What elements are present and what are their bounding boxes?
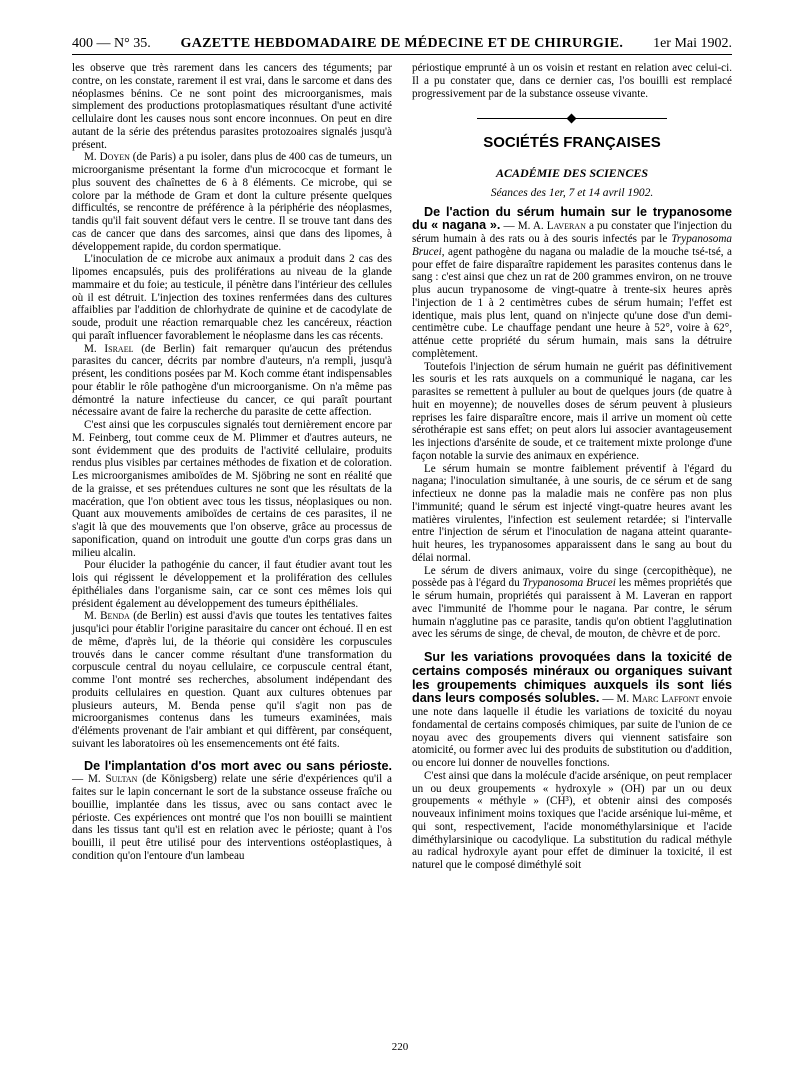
paragraph-text: (de Berlin) fait remarquer qu'aucun des prétendus parasites du cancer, décrits par nombre d'auteurs, n'a rempli, jusqu'à présent, les conditions posées par M. Koch comme étant indispensables pour établir le rôle pathogène d'un microorganisme. On n'a même pas démontré la nature infectieuse du cancer, ce qui paraît pourtant nécessaire avant de faire la recherche du parasite de cette affection. — [72, 342, 392, 419]
paragraph-text: envoie une note dans laquelle il étudie les variations de toxicité du noyau fondamental de certains composés chimiques, par suite de l'union de ce noyau avec des groupements divers qui viennent satisfaire son atomicité, ou former avec lui des produits de substitution ou d'addition, ou encore lui donner de nouvelles fonctions. — [412, 693, 732, 769]
paragraph-text: Le sérum de divers animaux, voire du singe (cercopithèque), ne possède pas à l'égard du — [412, 564, 732, 590]
issue-date: 1er Mai 1902. — [653, 36, 732, 51]
paragraph-text: (de Paris) a pu isoler, dans plus de 400 cas de tumeurs, un microorganisme présentant la forme d'un micrococque et formant le plus souvent des chaînettes de 6 à 8 éléments. Ce microbe, qui se colore par la méthode de Gram et dont la culture présente quelques difficultés, se rencontre de préférence à la périphérie des néoplasmes, tandis qu'il fait souvent défaut vers le centre. Il se trouve tant dans des cas de cancer que dans des sarcomes, ainsi que dans des lipomes, à développement rapide, du cordon spermatique. — [72, 151, 392, 253]
article-heading: Sur les variations provoquées dans la toxicité de certains composés minéraux ou organiques suivant les groupements chimiques auxquels ils sont liés dans leurs composés solubles. — [412, 650, 732, 706]
author-name: M. Benda — [84, 610, 130, 623]
paragraph-text: les mêmes propriétés que le sérum humain, propriétés qui paraissent à M. Laveran en rapport avec l'immunité de l'homme pour le nagana. Par contre, le sérum humain n'agglutine pas ce parasite, tandis qu'on obtient l'agglutination avec les sérums de singe, de cheval, de mouton, de chèvre et de porc. — [412, 577, 732, 641]
academy-heading: ACADÉMIE DES SCIENCES — [495, 166, 649, 180]
paragraph-text: a pu constater que l'injection du sérum humain à des rats ou à des souris infectés par le — [412, 220, 732, 245]
folio-number: 220 — [391, 1041, 409, 1053]
paragraph: C'est ainsi que les corpuscules signalés tout dernièrement encore par M. Feinberg, tout comme ceux de M. Plimmer et d'autres auteurs, ne sont évidemment que des produits de l'activité cellulaire, produits rendus plus visibles par certaines méthodes de fixation et de coloration. Les microorganismes amiboïdes de M. Sjöbring ne sont en réalité que de la graisse, et ses prétendues cultures ne sont que les résultats de la macération, que l'on obtient avec tous les tissus, néoplasiques ou non. Quant aux mouvements amiboïdes de certains de ces parasites, il ne s'agit là que des mouvements que l'on observe, grâce au processus de saponification, quand on introduit une goutte d'un corps gras dans un milieu alcalin. — [72, 419, 392, 559]
paragraph — [72, 343, 392, 420]
author-name: M. Israel — [84, 342, 134, 355]
paragraph-text: , agent pathogène du nagana ou maladie de la mouche tsé-tsé, a pour effet de faire disparaître rapidement les parasites contenus dans le sang : c'est ainsi que chez un rat de 200 grammes environ, on ne trouve plus aucun trypanosome de vingt-quatre à trente-six heures après l'injection de 1 à 2 centimètres cubes de sérum humain; l'effet est identique, mais plus lent, quand on n'injecte qu'une dose d'un demi-centimètre cube. Le chauffage pendant une heure à 52°, voire à 62°, atténue cette propriété du sérum humain, mais sans la détruire complètement. — [412, 245, 732, 360]
left-column — [72, 62, 392, 863]
paragraph: périostique emprunté à un os voisin et restant en relation avec celui-ci. Il a pu constater que, dans ce dernier cas, l'os bouilli est remplacé progressivement par de la substance osseuse vivante. — [412, 62, 732, 100]
author-name: M. Doyen — [84, 151, 130, 164]
paragraph: Le sérum humain se montre faiblement préventif à l'égard du nagana; l'inoculation simultanée, à une souris, de ce sérum et de sang infectieux ne donne pas la maladie mais ne confère pas non plus l'immunité; quand le sérum est injecté vingt-quatre heures avant les matières virulentes, l'infection est seulement retardée; si l'intervalle entre l'injection de sérum et l'inoculation de nagana atteint quarante-huit heures, les trypanosomes apparaissent dans le sang au bout du délai normal. — [412, 462, 732, 564]
session-dates: Séances des 1er, 7 et 14 avril 1902. — [490, 186, 654, 199]
journal-title: GAZETTE HEBDOMADAIRE DE MÉDECINE ET DE CHIRURGIE. — [180, 36, 624, 51]
section-divider-ornament — [477, 115, 667, 123]
page-number-issue: 400 — N° 35. — [72, 36, 151, 51]
paragraph: Sur les variations provoquées dans la toxicité de certains composés minéraux ou organiques suivant les groupements chimiques auxquels ils sont liés dans leurs composés solubles. — M. Marc Laffont envoie une note dans laquelle il étudie les variations de toxicité du noyau fondamental de certains composés chimiques, par suite de l'union de ce noyau avec des groupements divers qui viennent satisfaire son atomicité, ou former avec lui des produits de substitution ou d'addition, ou encore lui donner de nouvelles fonctions. — [412, 650, 732, 769]
section-title: SOCIÉTÉS FRANÇAISES — [483, 134, 661, 152]
paragraph-text: (de Königsberg) relate une série d'expériences qu'il a faites sur le lapin concernant le sort de la substance osseuse fraîche ou bouillie, implantée dans les tissus, avec ou sans contact avec le périoste. Ces expériences ont montré que l'os non bouilli se maintient dans les tissus tant qu'il est en relation avec le périoste; quant à l'os bouilli, il peut être utilisé pour des interventions ostéoplastiques, à condition qu'on l'entoure d'un lambeau — [72, 773, 392, 862]
author-name: M. A. Laveran — [517, 220, 586, 233]
paragraph: De l'implantation d'os mort avec ou sans périoste. — M. Sultan (de Königsberg) relate une série d'expériences qu'il a faites sur le lapin concernant le sort de la substance osseuse fraîche ou bouillie, implantée dans les tissus, avec ou sans contact avec le périoste. Ces expériences ont montré que l'os non bouilli se maintient dans les tissus tant qu'il est en relation avec le périoste; quant à l'os bouilli, il peut être utilisé pour des interventions ostéoplastiques, à condition qu'on l'entoure d'un lambeau — [72, 758, 392, 862]
paragraph: Toutefois l'injection de sérum humain ne guérit pas définitivement les souris et les rats auxquels on a communiqué le nagana, car les parasites se remettent à pulluler au bout de quelques jours (de quatre à huit en moyenne); de nouvelles doses de sérum peuvent à plusieurs reprises les faire disparaître encore, mais il arrive un moment où cette sérothérapie est sans effet; on peut alors lui associer avantageusement les injections d'arsénite de soude, et ce traitement mixte prolonge d'une façon notable la survie des animaux en expérience. — [412, 360, 732, 462]
species-name: Trypanosoma Brucei — [412, 233, 732, 258]
article-heading: De l'action du sérum humain sur le trypanosome du « nagana ». — [412, 204, 732, 233]
paragraph: De l'action du sérum humain sur le trypanosome du « nagana ». — M. A. Laveran a pu constater que l'injection du sérum humain à des rats ou à des souris infectés par le Trypanosoma Brucei, agent pathogène du nagana ou maladie de la mouche tsé-tsé, a pour effet de faire disparaître rapidement les parasites contenus dans le sang : c'est ainsi que chez un rat de 200 grammes environ, on ne trouve plus aucun trypanosome de vingt-quatre à trente-six heures après l'injection de 1 à 2 centimètres cubes de sérum humain; l'effet est identique, mais plus lent, quand on n'injecte qu'une dose d'un demi-centimètre cube. Le chauffage pendant une heure à 52°, voire à 62°, atténue cette propriété du sérum humain, mais sans la détruire complètement. — [412, 204, 732, 360]
paragraph-text: (de Berlin) est aussi d'avis que toutes les tentatives faites jusqu'ici pour établir l'origine parasitaire du cancer ont échoué. Il en est de même, d'après lui, de la théorie qui considère les corpuscules trouvés dans le cancer comme résultant d'une transformation du corpuscule central du noyau cellulaire, ce corpuscule central étant, comme l'ont montré ses recherches, absolument indépendant des produits cellulaires en question. Quant aux cultures obtenues par plusieurs auteurs, M. Benda pense qu'il s'agit non pas de microorganismes contenus dans les tumeurs examinées, mais d'éléments provenant de l'air ambiant et qui diffèrent, par conséquent, suivant les laboratoires où les ensemencements ont été faits. — [72, 610, 392, 750]
species-name: Trypanosoma Brucei — [522, 577, 616, 590]
paragraph: les observe que très rarement dans les cancers des téguments; par contre, on les constate, rarement il est vrai, dans le sarcome et dans des néoplasmes bénins. Ce ne sont point des microorganismes, mais simplement des productions protoplasmatiques résultant d'une activité cellulaire dont les causes nous sont encore inconnues. On peut en dire autant de la série des prétendus parasites protozoaires signalés jusqu'à présent. — [72, 62, 392, 151]
author-name: M. Marc Laffont — [616, 693, 700, 706]
author-name: M. Sultan — [87, 773, 138, 786]
paragraph: L'inoculation de ce microbe aux animaux a produit dans 2 cas des lipomes encapsulés, puis des proliférations au niveau de la glande mammaire et du foie; au testicule, il pénètre dans l'intérieur des cellules où il est détruit. L'injection des toxines renfermées dans des cultures affaiblies par l'addition de chlorhydrate de quinine et de cacodylate de soude, produit une réaction remarquable chez les cancéreux, réaction qui paraît influencer favorablement le néoplasme dans les cas récents. — [72, 253, 392, 342]
paragraph — [72, 610, 392, 750]
paragraph — [72, 151, 392, 253]
right-column — [412, 62, 732, 872]
paragraph: C'est ainsi que dans la molécule d'acide arsénique, on peut remplacer un ou deux groupements « hydroxyle » (OH) par un ou deux groupements « méthyle » (CH³), et obtenir ainsi des composés nouveaux infiniment moins toxiques que l'acide arsénique lui-même, et qui sont, respectivement, l'acide monométhylarsinique et l'acide diméthylarsinique ou cacodylique. La substitution du radical méthyle au radical hydroxyle ayant pour effet de diminuer la toxicité, il est naturel que le composé diméthylé soit — [412, 769, 732, 871]
paragraph — [412, 565, 732, 642]
paragraph: Pour élucider la pathogénie du cancer, il faut étudier avant tout les lois qui régissent le développement et la prolifération des cellules épithéliales dans l'organisme sain, car ce sont ces mêmes lois qui président également au développement des tumeurs épithéliales. — [72, 559, 392, 610]
article-heading: De l'implantation d'os mort avec ou sans périoste. — [84, 758, 392, 773]
running-header — [72, 36, 732, 55]
